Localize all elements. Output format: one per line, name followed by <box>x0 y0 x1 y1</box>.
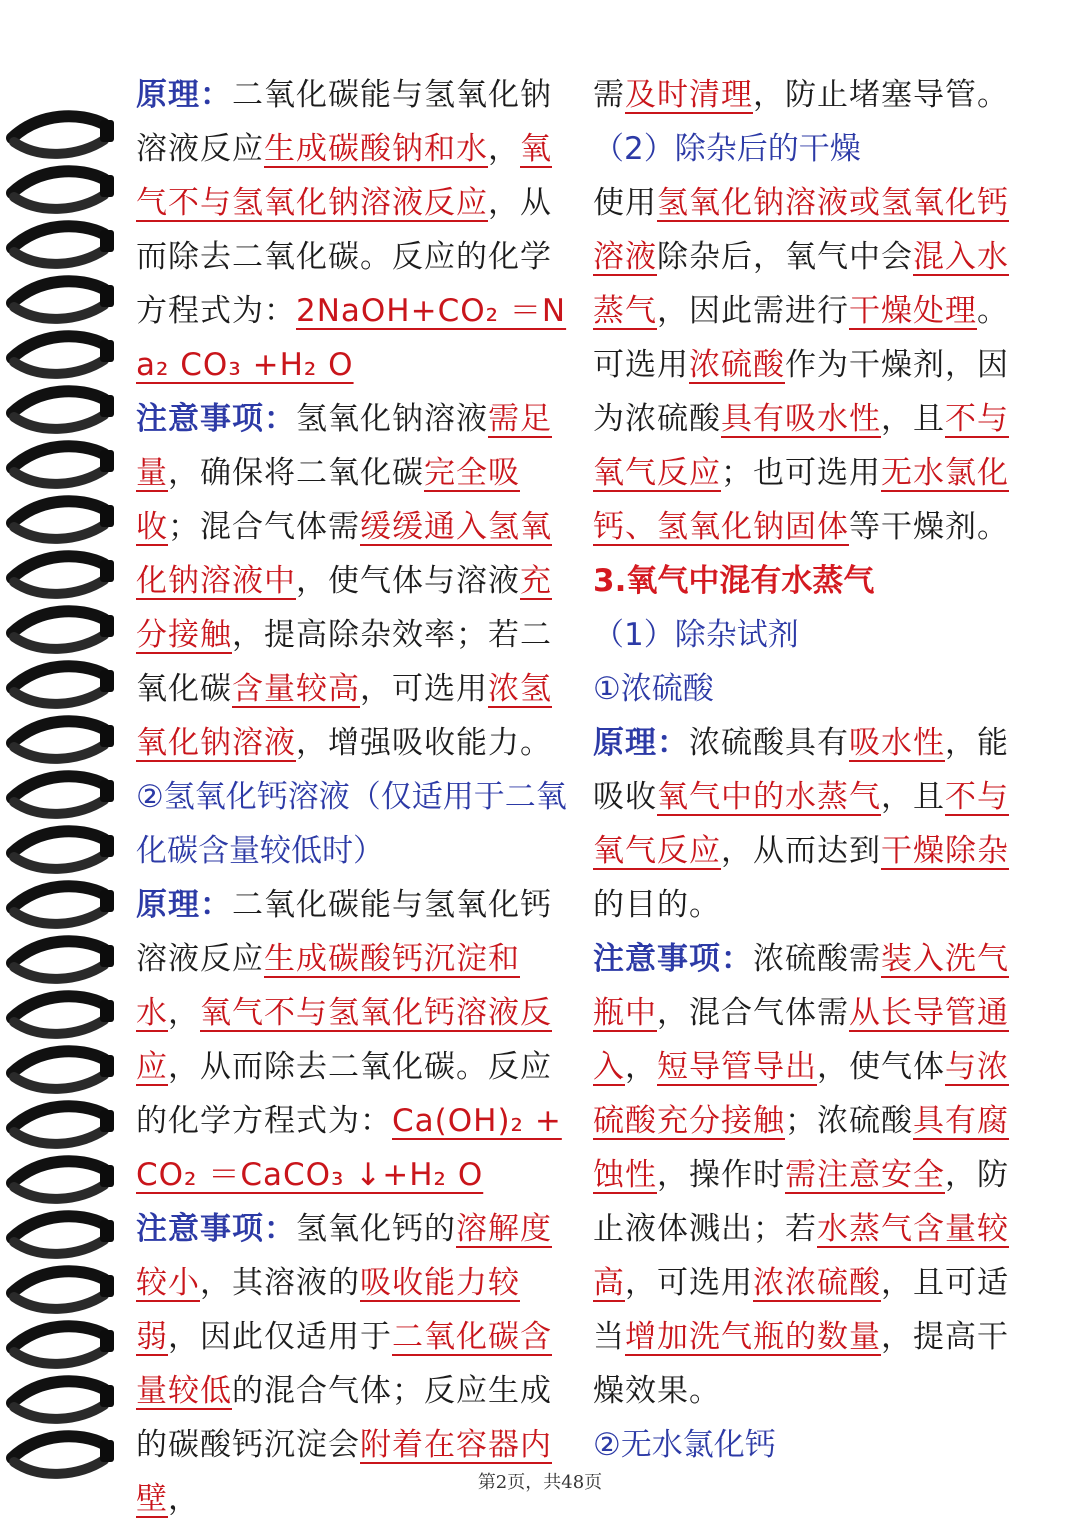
binding-ring <box>12 721 114 759</box>
binding-ring <box>12 1161 114 1199</box>
notes-label: 注意事项： <box>593 941 753 977</box>
spiral-binding-icon <box>0 0 118 1528</box>
binding-ring <box>12 886 114 924</box>
binding-ring <box>12 831 114 869</box>
section-title-3: 3.氧气中混有水蒸气 <box>593 563 875 599</box>
binding-ring <box>12 1051 114 1089</box>
binding-ring <box>12 446 114 484</box>
page-number: 第2页，共48页 <box>477 1472 603 1493</box>
subheading-caoh2: ②氢氧化钙溶液（仅适用于二氧化碳含量较低时） <box>136 779 567 869</box>
subheading-cacl2: ②无水氯化钙 <box>593 1427 776 1463</box>
notes-label: 注意事项： <box>136 1211 296 1247</box>
principle-label: 原理： <box>136 77 232 113</box>
binding-ring <box>12 171 114 209</box>
principle-label: 原理： <box>593 725 689 761</box>
binding-ring <box>12 556 114 594</box>
binding-ring <box>12 1326 114 1364</box>
binding-ring <box>12 1216 114 1254</box>
principle-h2so4: 原理：浓硫酸具有吸水性，能吸收氧气中的水蒸气，且不与氧气反应，从而达到干燥除杂的目的。 <box>593 725 1009 923</box>
continuation-text: 需及时清理，防止堵塞导管。 <box>593 77 1009 113</box>
binding-ring <box>12 1271 114 1309</box>
binding-ring <box>12 1106 114 1144</box>
notes-naoh: 注意事项：氢氧化钠溶液需足量，确保将二氧化碳完全吸收；混合气体需缓缓通入氢氧化钠溶液中，使气体与溶液充分接触，提高除杂效率；若二氧化碳含量较高，可选用浓氢氧化钠溶液，增强吸收能力。 <box>136 401 552 761</box>
right-column <box>593 68 1025 1472</box>
subheading-drying: （2）除杂后的干燥 <box>593 131 861 167</box>
binding-ring <box>12 226 114 264</box>
notes-label: 注意事项： <box>136 401 296 437</box>
binding-ring <box>12 996 114 1034</box>
equation-caoh2: Ca(OH)₂ +CO₂ ＝CaCO₃ ↓+H₂ O <box>136 1103 562 1193</box>
binding-ring <box>12 501 114 539</box>
subheading-sulfuric-acid: ①浓硫酸 <box>593 671 714 707</box>
binding-ring <box>12 336 114 374</box>
binding-ring <box>12 941 114 979</box>
notes-h2so4: 注意事项：浓硫酸需装入洗气瓶中，混合气体需从长导管通入，短导管导出，使气体与浓硫酸充分接触；浓硫酸具有腐蚀性，操作时需注意安全，防止液体溅出；若水蒸气含量较高，可选用浓浓硫酸，且可适当增加洗气瓶的数量，提高干燥效果。 <box>593 941 1009 1409</box>
principle-label: 原理： <box>136 887 232 923</box>
binding-ring <box>12 666 114 704</box>
binding-ring <box>12 776 114 814</box>
left-column <box>136 68 568 1526</box>
subheading-reagents: （1）除杂试剂 <box>593 617 799 653</box>
equation-naoh: 2NaOH+CO₂ ＝Na₂ CO₃ +H₂ O <box>136 293 567 383</box>
principle-caoh2: 原理：二氧化碳能与氢氧化钙溶液反应生成碳酸钙沉淀和水，氧气不与氢氧化钙溶液反应，从而除去二氧化碳。反应的化学方程式为：Ca(OH)₂ +CO₂ ＝CaCO₃ ↓+H₂ O <box>136 887 562 1193</box>
drying-text: 使用氢氧化钠溶液或氢氧化钙溶液除杂后，氧气中会混入水蒸气，因此需进行干燥处理。可选用浓硫酸作为干燥剂，因为浓硫酸具有吸水性，且不与氧气反应；也可选用无水氯化钙、氢氧化钠固体等干燥剂。 <box>593 185 1009 545</box>
principle-naoh: 原理：二氧化碳能与氢氧化钠溶液反应生成碳酸钠和水，氧气不与氢氧化钠溶液反应，从而除去二氧化碳。反应的化学方程式为：2NaOH+CO₂ ＝Na₂ CO₃ +H₂ O <box>136 77 567 383</box>
binding-ring <box>12 391 114 429</box>
binding-ring <box>12 116 114 154</box>
binding-ring <box>12 1381 114 1419</box>
binding-ring <box>12 281 114 319</box>
binding-ring <box>12 611 114 649</box>
notes-caoh2: 注意事项：氢氧化钙的溶解度较小，其溶液的吸收能力较弱，因此仅适用于二氧化碳含量较低的混合气体；反应生成的碳酸钙沉淀会附着在容器内壁， <box>136 1211 552 1517</box>
